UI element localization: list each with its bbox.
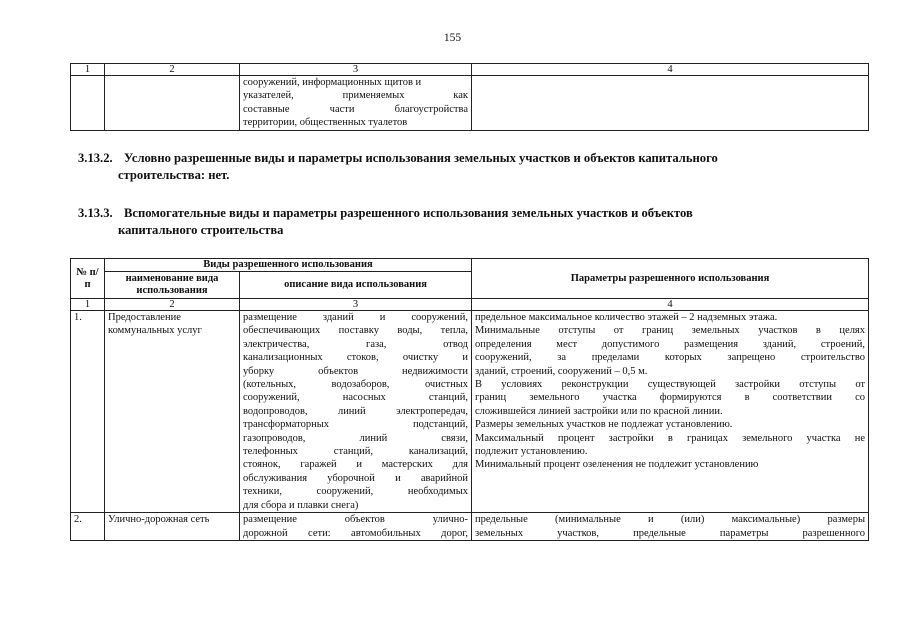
row-number: 1. <box>71 311 105 513</box>
parameters-cell <box>472 513 869 541</box>
text-line: трансформаторных подстанций, <box>243 419 469 431</box>
text-line: сооружений, информационных щитов и <box>243 77 422 88</box>
section-heading <box>78 150 861 184</box>
table-cell <box>472 76 869 131</box>
text-line: электричества, газа, отвод <box>243 338 469 350</box>
table-row <box>71 76 869 131</box>
header-num: № п/п <box>71 259 105 299</box>
text-line: указателей, применяемых как <box>243 90 468 102</box>
text-line: для сбора и плавки снега) <box>243 499 359 511</box>
text-line: Предоставление <box>108 312 181 323</box>
parameters-cell <box>472 311 869 513</box>
table-cell <box>105 76 240 131</box>
use-name-cell <box>105 311 240 513</box>
column-number: 2 <box>105 64 240 76</box>
header-name: наименование вида использования <box>105 272 240 299</box>
section-title-line: Условно разрешенные виды и параметры использования земельных участков и объектов капитального <box>124 151 718 165</box>
section-number: 3.13.2. <box>78 151 113 165</box>
text-line: сооружений, насосных станций, <box>243 392 469 404</box>
text-line: составные части благоустройства <box>243 103 468 115</box>
text-line: сложившейся линией застройки или по красной линии. <box>475 405 723 417</box>
text-line: газопроводов, линий связи, <box>243 432 469 444</box>
text-line: коммунальных услуг <box>108 325 202 337</box>
text-line: канализационных стоков, очистку и <box>243 352 469 364</box>
section-heading <box>78 205 861 239</box>
text-line: Минимальные отступы от границ земельных участков в целях <box>475 325 866 337</box>
text-line: водопроводов, линий электропередач, <box>243 405 469 417</box>
use-description-cell <box>240 513 472 541</box>
text-line: Размеры земельных участков не подлежат установлению. <box>475 419 733 431</box>
permitted-use-table <box>70 258 869 541</box>
text-line: уборку объектов недвижимости <box>243 365 469 377</box>
use-description-cell <box>240 311 472 513</box>
column-number: 2 <box>105 299 240 311</box>
page-number: 155 <box>443 32 462 44</box>
text-line: Минимальный процент озеленения не подлежит установлению <box>475 459 759 471</box>
text-line: дорожной сети: автомобильных дорог, <box>243 527 469 539</box>
table-row <box>71 513 869 541</box>
section-title-line: Вспомогательные виды и параметры разрешенного использования земельных участков и объектов <box>124 206 693 220</box>
text-line: Максимальный процент застройки в границах земельного участка не <box>475 432 866 444</box>
text-line: стоянок, гаражей и мастерских для <box>243 459 469 471</box>
table-row <box>71 311 869 513</box>
header-description: описание вида использования <box>240 272 472 299</box>
column-number: 1 <box>71 299 105 311</box>
section-number: 3.13.3. <box>78 206 113 220</box>
text-line: обслуживания уборочной и аварийной <box>243 472 469 484</box>
text-line: зданий, строений, сооружений – 0,5 м. <box>475 365 648 377</box>
text-line: Улично-дорожная сеть <box>108 514 210 526</box>
text-line: предельные (минимальные и (или) максимальные) размеры <box>475 514 866 526</box>
text-line: границ земельного участка формируются в соответствии со <box>475 392 866 404</box>
text-line: сооружений, за пределами которых запрещено строительство <box>475 352 866 364</box>
text-line: телефонных станций, канализаций, <box>243 446 469 458</box>
header-types-group: Виды разрешенного использования <box>105 259 472 272</box>
text-line: территории, общественных туалетов <box>243 117 408 129</box>
column-number-row <box>71 64 869 76</box>
text-line: определения мест допустимого размещения зданий, строений, <box>475 338 866 350</box>
text-line: подлежит установлению. <box>475 446 588 458</box>
description-cell <box>240 76 472 131</box>
table-cell <box>71 76 105 131</box>
column-number: 3 <box>240 299 472 311</box>
header-row <box>71 259 869 272</box>
header-parameters: Параметры разрешенного использования <box>472 259 869 299</box>
text-line: размещение объектов улично- <box>243 514 469 526</box>
text-line: размещение зданий и сооружений, <box>243 312 469 323</box>
use-name-cell <box>105 513 240 541</box>
column-number: 4 <box>472 299 869 311</box>
continuation-table <box>70 63 869 131</box>
column-number-row <box>71 299 869 311</box>
row-number: 2. <box>71 513 105 541</box>
column-number: 3 <box>240 64 472 76</box>
column-number: 1 <box>71 64 105 76</box>
text-line: предельное максимальное количество этажей – 2 надземных этажа. <box>475 312 778 323</box>
column-number: 4 <box>472 64 869 76</box>
text-line: В условиях реконструкции существующей застройки отступы от <box>475 379 866 391</box>
section-title-line: строительства: нет. <box>118 168 230 182</box>
text-line: (котельных, водозаборов, очистных <box>243 379 469 391</box>
text-line: обеспечивающих поставку воды, тепла, <box>243 325 469 337</box>
section-title-line: капитального строительства <box>118 223 284 237</box>
text-line: земельных участков, предельные параметры разрешенного <box>475 527 866 539</box>
text-line: техники, сооружений, необходимых <box>243 486 469 498</box>
